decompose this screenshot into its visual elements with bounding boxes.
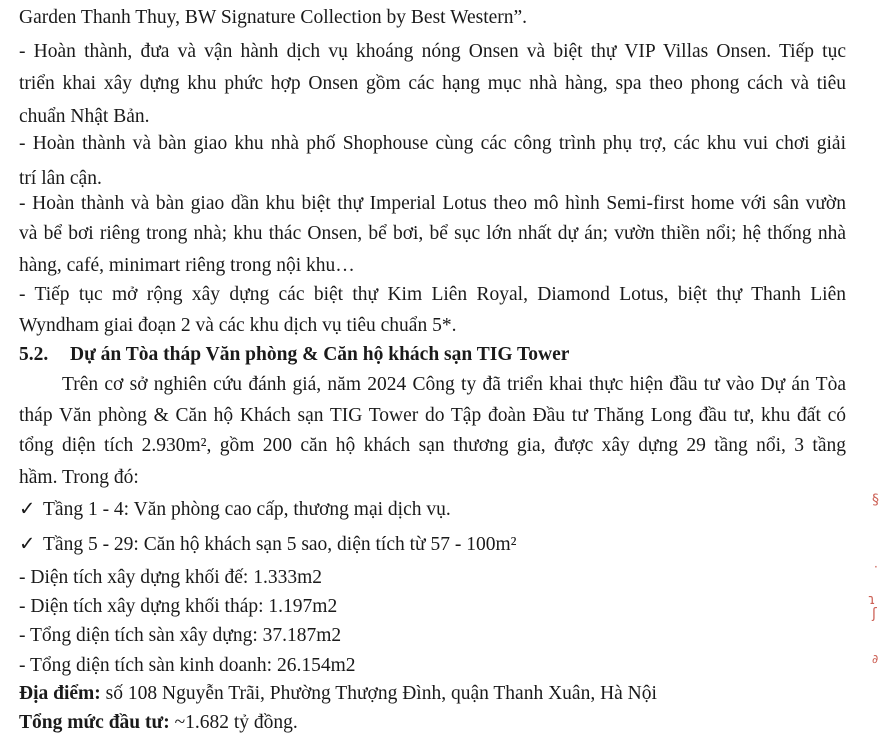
stamp-mark: · xyxy=(874,560,878,574)
text-line: - Tiếp tục mở rộng xây dựng các biệt thự Kim Liên Royal, Diamond Lotus, biệt thự Thanh Liên xyxy=(19,284,846,305)
text-line: và bể bơi riêng trong nhà; khu thác Onsen, bể bơi, bể sục lớn nhất dự án; vườn thiền nổi; hệ thống nhà xyxy=(19,223,846,244)
paragraph-line: hầm. Trong đó: xyxy=(19,467,139,488)
bullet-item: - Diện tích xây dựng khối đế: 1.333m2 xyxy=(19,567,323,588)
stamp-mark: ʃ xyxy=(872,606,877,622)
bullet-item: - Tổng diện tích sàn xây dựng: 37.187m2 xyxy=(19,625,342,646)
stamp-mark: § xyxy=(872,492,879,508)
section-number: 5.2. xyxy=(19,344,49,365)
text-line: Wyndham giai đoạn 2 và các khu dịch vụ tiêu chuẩn 5*. xyxy=(19,315,457,336)
paragraph-line: Trên cơ sở nghiên cứu đánh giá, năm 2024 Công ty đã triển khai thực hiện đầu tư vào Dự án Tòa xyxy=(62,374,846,395)
checklist-item xyxy=(19,533,846,557)
text-line: - Hoàn thành, đưa và vận hành dịch vụ khoáng nóng Onsen và biệt thự VIP Villas Onsen. Tiếp tục xyxy=(19,41,846,62)
text-line: chuẩn Nhật Bản. xyxy=(19,106,150,127)
location-line xyxy=(19,682,846,706)
text-line: hàng, café, minimart riêng trong nội khu… xyxy=(19,255,355,276)
investment-value: ~1.682 tỷ đồng. xyxy=(169,712,298,733)
text-line: triển khai xây dựng khu phức hợp Onsen gồm các hạng mục nhà hàng, spa theo phong cách và tiêu xyxy=(19,73,846,94)
location-label: Địa điểm: xyxy=(19,683,101,704)
text-line: - Hoàn thành và bàn giao dần khu biệt thự Imperial Lotus theo mô hình Semi-first home với sân vườn xyxy=(19,193,846,214)
checklist-item xyxy=(19,498,846,522)
paragraph-line: tổng diện tích 2.930m², gồm 200 căn hộ khách sạn thương gia, được xây dựng 29 tầng nổi, 3 tầng xyxy=(19,435,846,456)
checklist-text: Tầng 5 - 29: Căn hộ khách sạn 5 sao, diện tích từ 57 - 100m² xyxy=(43,534,517,555)
section-title: Dự án Tòa tháp Văn phòng & Căn hộ khách sạn TIG Tower xyxy=(70,344,570,365)
text-line: - Hoàn thành và bàn giao khu nhà phố Shophouse cùng các công trình phụ trợ, các khu vui chơi giải xyxy=(19,133,846,154)
investment-label: Tổng mức đầu tư: xyxy=(19,712,170,733)
location-value: số 108 Nguyễn Trãi, Phường Thượng Đình, quận Thanh Xuân, Hà Nội xyxy=(100,683,657,704)
stamp-mark: ɿ xyxy=(868,592,876,608)
investment-line xyxy=(19,711,846,735)
bullet-item: - Tổng diện tích sàn kinh doanh: 26.154m2 xyxy=(19,655,356,676)
text-line: trí lân cận. xyxy=(19,168,102,189)
text-line: Garden Thanh Thuy, BW Signature Collection by Best Western”. xyxy=(19,7,528,28)
checklist-text: Tầng 1 - 4: Văn phòng cao cấp, thương mại dịch vụ. xyxy=(43,499,451,520)
checkmark-icon: ✓ xyxy=(19,499,36,520)
section-heading xyxy=(19,343,846,367)
bullet-item: - Diện tích xây dựng khối tháp: 1.197m2 xyxy=(19,596,338,617)
paragraph-line: tháp Văn phòng & Căn hộ Khách sạn TIG Tower do Tập đoàn Đầu tư Thăng Long đầu tư, khu đất có xyxy=(19,405,846,426)
checkmark-icon: ✓ xyxy=(19,534,36,555)
stamp-mark: ∂ xyxy=(872,652,879,666)
